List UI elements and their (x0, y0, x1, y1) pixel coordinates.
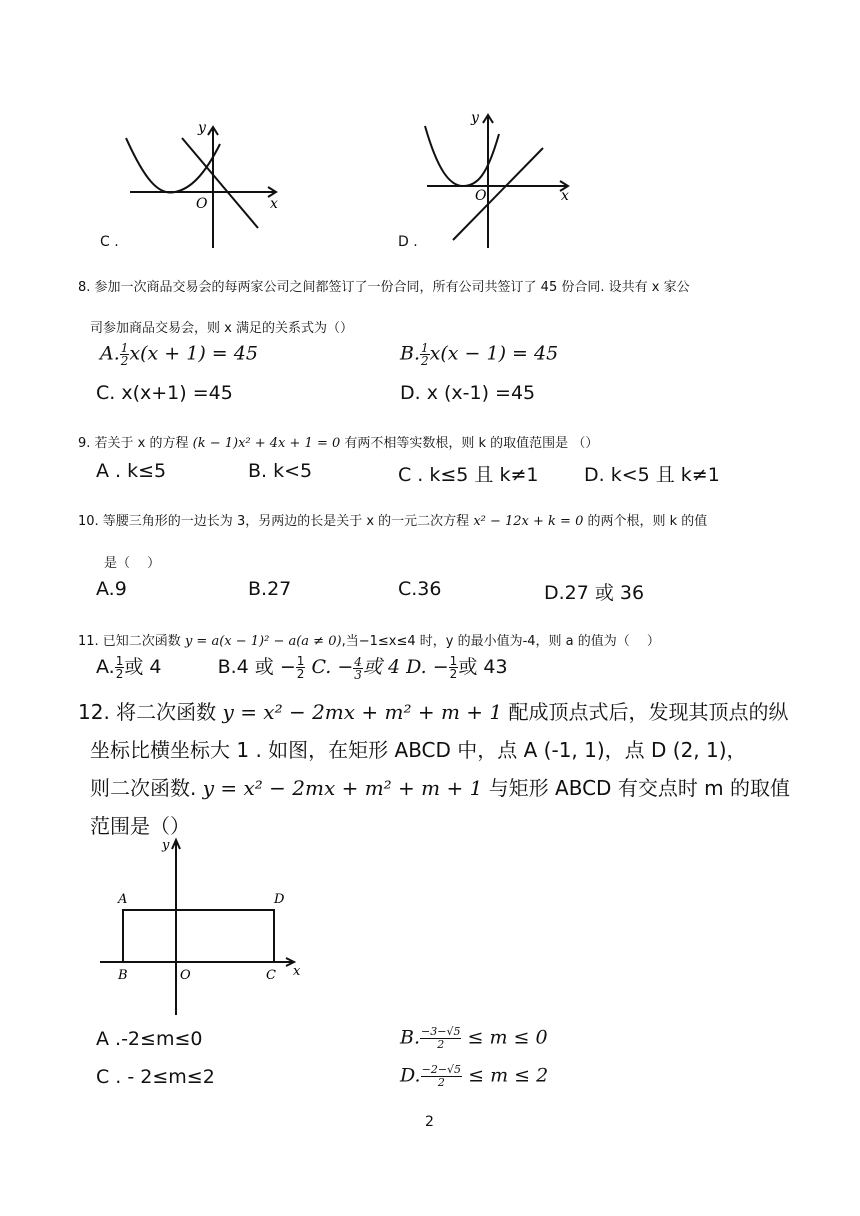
rectangle-figure (96, 835, 316, 1020)
x-label: x (561, 188, 569, 204)
fraction-numerator: 1 (120, 341, 129, 355)
q11-option-a: A. $\frac{1}{2}$ 或 4 (96, 654, 162, 681)
x-label: x (293, 964, 301, 979)
q11-option-d: $\frac{1}{2}$ 或 43 (449, 654, 508, 681)
q11-equation: y = a(x − 1)² − a(a ≠ 0) (184, 634, 342, 649)
q12-option-b: B. $\frac{-3-√5}{2}$ ≤ m ≤ 0 (400, 1025, 548, 1051)
point-a-label: A (118, 892, 128, 907)
q11-text: 11. 已知二次函数 y = a(x − 1)² − a(a ≠ 0),当−1≤x≤4 时，y 的最小值为-4，则 a 的值为（ ） (78, 634, 660, 649)
q12-line3: 则二次函数. y = x² − 2mx + m² + m + 1 与矩形 ABCD 有交点时 m 的取值 (90, 776, 791, 800)
x-label: x (270, 196, 278, 212)
q12-equation: y = x² − 2mx + m² + m + 1 (222, 700, 503, 724)
q8-option-b: B. $\frac{1}{2}$ x(x − 1) = 45 (400, 341, 559, 368)
q10-option-b: B.27 (248, 578, 292, 600)
q12-option-c: C . - 2≤m≤2 (96, 1066, 215, 1088)
page-number: 2 (425, 1114, 434, 1130)
q9-option-d: D. k<5 且 k≠1 (584, 464, 720, 486)
q10-equation: x² − 12x + k = 0 (473, 514, 584, 529)
q11-options (96, 652, 508, 681)
origin-label: O (180, 968, 191, 983)
y-label: y (198, 120, 206, 136)
q10-text-line2: 是（ ） (104, 556, 161, 571)
q11-option-c: C. − $\frac{4}{3}$ 或 4 D. − (311, 654, 449, 682)
q8-text-line1: 8. 参加一次商品交易会的每两家公司之间都签订了一份合同，所有公司共签订了 45 份合同. 设共有 x 家公 (78, 280, 690, 295)
q8-option-c: C. x(x+1) =45 (96, 382, 233, 404)
q8-option-a: A. $\frac{1}{2}$ x(x + 1) = 45 (100, 341, 258, 368)
graph-option-d (415, 108, 580, 253)
q8-text-line2: 司参加商品交易会，则 x 满足的关系式为（） (90, 321, 353, 336)
q9-option-a: A . k≤5 (96, 460, 167, 482)
fraction-numerator: 1 (421, 341, 429, 355)
origin-label: O (475, 188, 487, 204)
point-d-label: D (274, 892, 285, 907)
option-c-label: C . (100, 234, 119, 250)
q9-equation: (k − 1)x² + 4x + 1 = 0 (192, 436, 341, 451)
q12-option-d: D. $\frac{-2-√5}{2}$ ≤ m ≤ 2 (400, 1063, 549, 1089)
graph-option-c (120, 120, 290, 250)
q12-equation-repeat: y = x² − 2mx + m² + m + 1 (202, 776, 483, 800)
origin-label: O (196, 196, 208, 212)
point-b-label: B (118, 968, 128, 983)
point-c-label: C (266, 968, 276, 983)
q12-line2: 坐标比横坐标大 1 . 如图，在矩形 ABCD 中，点 A (-1, 1)，点 D (2, 1)， (90, 738, 747, 762)
q8-option-d: D. x (x-1) =45 (400, 382, 536, 404)
option-d-label: D . (398, 234, 418, 250)
fraction-denominator: 2 (421, 354, 429, 368)
q10-option-d: D.27 或 36 (544, 582, 645, 604)
q9-text: 9. 若关于 x 的方程 (k − 1)x² + 4x + 1 = 0 有两不相等实数根，则 k 的取值范围是 （） (78, 436, 599, 451)
rectangle-abcd (123, 910, 274, 962)
fraction-denominator: 2 (120, 354, 129, 368)
q12-line1: 12. 将二次函数 y = x² − 2mx + m² + m + 1 配成顶点式后，发现其顶点的纵 (78, 700, 789, 724)
line (453, 148, 543, 240)
q9-option-b: B. k<5 (248, 460, 313, 482)
q10-option-a: A.9 (96, 578, 127, 600)
q10-option-c: C.36 (398, 578, 442, 600)
q12-line4: 范围是（） (90, 814, 190, 838)
y-label: y (471, 110, 479, 126)
q9-option-c: C . k≤5 且 k≠1 (398, 464, 539, 486)
q12-option-a: A .-2≤m≤0 (96, 1028, 203, 1050)
q11-option-b: B.4 或 − $\frac{1}{2}$ (217, 654, 305, 681)
q10-text-line1: 10. 等腰三角形的一边长为 3，另两边的长是关于 x 的一元二次方程 x² − 12x + k = 0 的两个根，则 k 的值 (78, 514, 708, 529)
y-label: y (162, 838, 170, 853)
